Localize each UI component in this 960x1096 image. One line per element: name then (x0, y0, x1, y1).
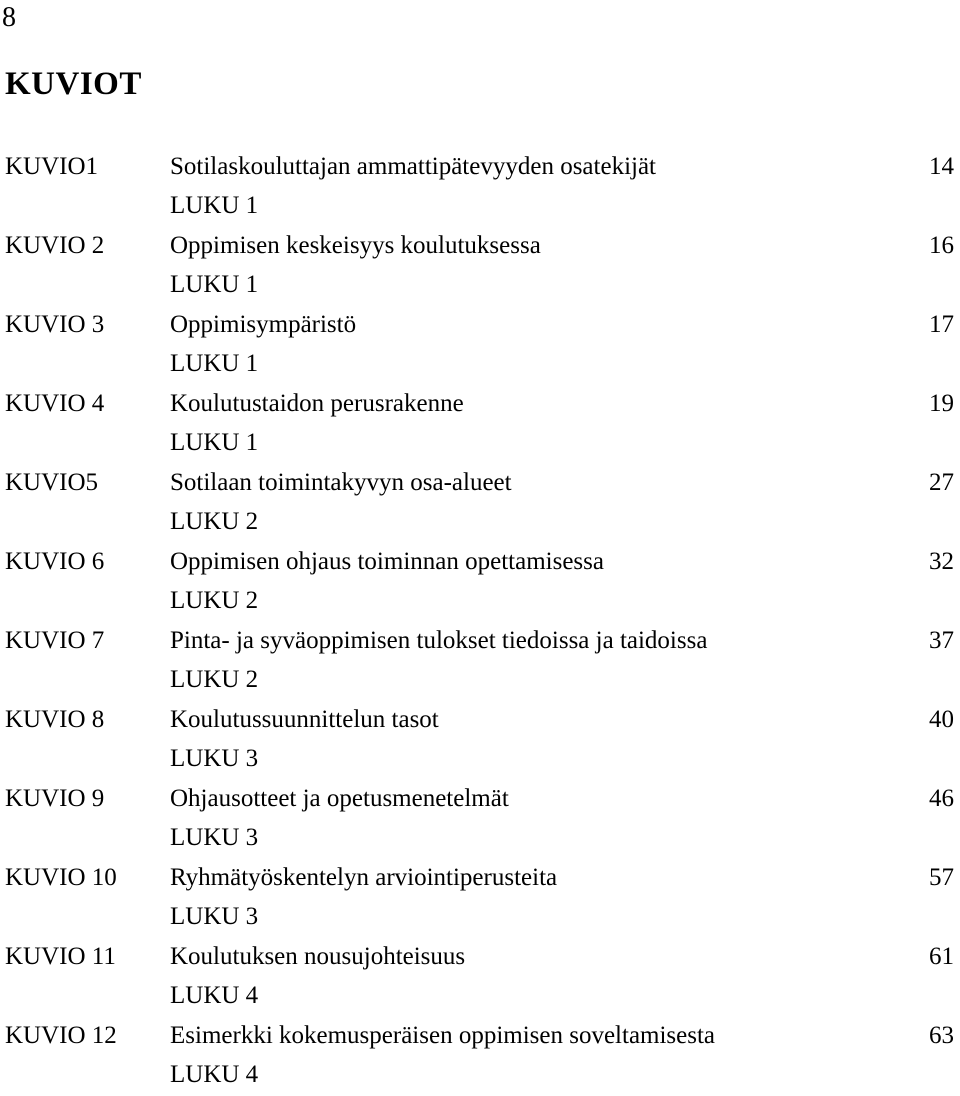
figure-title: Pinta- ja syväoppimisen tulokset tiedoissa ja taidoissa (170, 627, 708, 654)
figure-label: KUVIO 2 (5, 232, 105, 259)
figure-label: KUVIO 4 (5, 390, 105, 417)
figure-title: Ohjausotteet ja opetusmenetelmät (170, 785, 509, 812)
figure-label: KUVIO 7 (5, 627, 105, 654)
figure-entry (0, 701, 960, 780)
page-number: 8 (2, 2, 16, 33)
figure-entry (0, 859, 960, 938)
figure-title: Sotilaskouluttajan ammattipätevyyden osatekijät (170, 153, 656, 180)
figure-page-number: 40 (929, 706, 954, 733)
figure-page-number: 61 (929, 943, 954, 970)
figure-label: KUVIO 10 (5, 864, 117, 891)
figure-entry (0, 622, 960, 701)
figure-chapter: LUKU 1 (170, 350, 259, 377)
figure-chapter: LUKU 3 (170, 824, 259, 851)
figure-list (0, 148, 960, 1096)
figure-chapter: LUKU 1 (170, 192, 259, 219)
figure-chapter: LUKU 4 (170, 1061, 259, 1088)
list-of-figures-heading: KUVIOT (5, 66, 142, 102)
figure-page-number: 27 (929, 469, 954, 496)
figure-title: Oppimisympäristö (170, 311, 357, 338)
figure-chapter: LUKU 1 (170, 429, 259, 456)
figure-page-number: 37 (929, 627, 954, 654)
figure-label: KUVIO 8 (5, 706, 105, 733)
figure-label: KUVIO 3 (5, 311, 105, 338)
figure-page-number: 17 (929, 311, 954, 338)
figure-entry (0, 306, 960, 385)
figure-chapter: LUKU 4 (170, 982, 259, 1009)
figure-chapter: LUKU 3 (170, 745, 259, 772)
figure-label: KUVIO 12 (5, 1022, 117, 1049)
figure-page-number: 16 (929, 232, 954, 259)
figure-title: Oppimisen keskeisyys koulutuksessa (170, 232, 541, 259)
figure-entry (0, 464, 960, 543)
figure-title: Oppimisen ohjaus toiminnan opettamisessa (170, 548, 604, 575)
figure-page-number: 32 (929, 548, 954, 575)
figure-title: Koulutussuunnittelun tasot (170, 706, 439, 733)
figure-chapter: LUKU 2 (170, 666, 259, 693)
figure-label: KUVIO 6 (5, 548, 105, 575)
figure-label: KUVIO1 (5, 153, 99, 180)
figure-title: Koulutuksen nousujohteisuus (170, 943, 466, 970)
figure-chapter: LUKU 2 (170, 587, 259, 614)
figure-chapter: LUKU 1 (170, 271, 259, 298)
figure-entry (0, 543, 960, 622)
figure-entry (0, 385, 960, 464)
figure-entry (0, 148, 960, 227)
figure-entry (0, 938, 960, 1017)
figure-title: Sotilaan toimintakyvyn osa-alueet (170, 469, 512, 496)
figure-page-number: 19 (929, 390, 954, 417)
figure-chapter: LUKU 3 (170, 903, 259, 930)
figure-entry (0, 780, 960, 859)
figure-page-number: 63 (929, 1022, 954, 1049)
figure-page-number: 14 (929, 153, 954, 180)
figure-title: Esimerkki kokemusperäisen oppimisen soveltamisesta (170, 1022, 716, 1049)
figure-label: KUVIO 11 (5, 943, 116, 970)
figure-label: KUVIO5 (5, 469, 99, 496)
figure-title: Koulutustaidon perusrakenne (170, 390, 464, 417)
figure-chapter: LUKU 2 (170, 508, 259, 535)
figure-page-number: 46 (929, 785, 954, 812)
figure-page-number: 57 (929, 864, 954, 891)
figure-label: KUVIO 9 (5, 785, 105, 812)
figure-entry (0, 227, 960, 306)
figure-title: Ryhmätyöskentelyn arviointiperusteita (170, 864, 558, 891)
figure-entry (0, 1017, 960, 1096)
